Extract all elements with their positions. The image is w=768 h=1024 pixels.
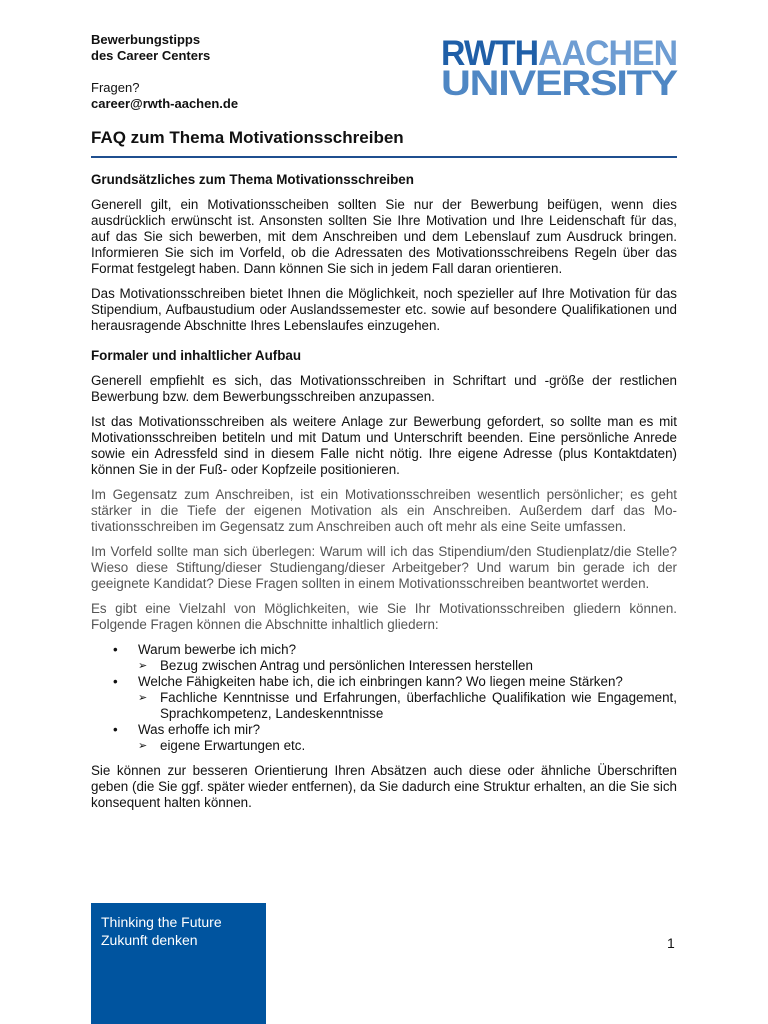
arrow-bullet-icon: ➢ — [138, 692, 148, 704]
arrow-bullet-icon: ➢ — [138, 660, 148, 672]
sub-list — [138, 738, 677, 754]
sub-list — [138, 690, 677, 722]
sub-list-item — [138, 658, 677, 674]
arrow-bullet-icon: ➢ — [138, 740, 148, 752]
sub-list-item-text: eigene Erwartungen etc. — [160, 738, 306, 753]
logo-aachen: AACHEN — [538, 34, 678, 73]
paragraph: Das Motivationsschreiben bietet Ihnen die Möglichkeit, noch spezieller auf Ihre Motivation für das Stipendium, Aufbaustudium oder Auslandssemester etc. sowie auf besondere Qualifikationen und herausragende Abschnitte Ihres Lebenslaufes einzugehen. — [91, 286, 677, 333]
paragraph: Es gibt eine Vielzahl von Möglichkeiten, wie Sie Ihr Motivationsschreiben gliedern können. Folgende Fragen können die Abschnitte inhaltlich gliedern: — [91, 601, 677, 632]
page-number: 1 — [667, 935, 675, 951]
bullet-icon: • — [113, 642, 118, 657]
section-heading-aufbau: Formaler und inhaltlicher Aufbau — [91, 348, 302, 363]
section-heading-grundsaetzliches: Grundsätzliches zum Thema Motivationsschreiben — [91, 172, 414, 187]
paragraph: Ist das Motivationsschreiben als weitere Anlage zur Bewerbung gefordert, so sollte man es mit Motivationsschreiben betiteln und mit Datum und Unterschrift beenden. Eine persönliche Anrede sowie ein Adressfeld sind in diesem Falle nicht nötig. Ihre eigene Adresse (plus Kontaktdaten) können Sie in der Fuß- oder Kopfzeile positionieren. — [91, 414, 677, 477]
paragraph: Generell empfiehlt es sich, das Motivationsschreiben in Schriftart und -größe der restlichen Bewerbung bzw. dem Bewerbungsschreiben anzupassen. — [91, 373, 677, 404]
list-item-question: Welche Fähigkeiten habe ich, die ich einbringen kann? Wo liegen meine Stärken? — [138, 674, 623, 689]
question-list — [91, 642, 677, 754]
header-question: Fragen? — [91, 80, 140, 95]
header-title-line2: des Career Centers — [91, 48, 211, 63]
paragraph: Generell gilt, ein Motivationsscheiben sollten Sie nur der Bewerbung beifügen, wenn dies ausdrücklich erwünscht ist. Ansonsten sollten Sie Ihre Motivation und Ihre Leidenschaft für das, auf das Sie sich bewerben, mit dem Anschreiben und dem Lebenslauf zum Ausdruck bringen. Informieren Sie sich im Vorfeld, ob die Adressaten des Motivationsschreibens Regeln über das Format festgelegt haben. Dann können Sie sich in jedem Fall daran orientieren. — [91, 197, 677, 276]
sub-list — [138, 658, 677, 674]
sub-list-item-text: Bezug zwischen Antrag und persönlichen Interessen herstellen — [160, 658, 533, 673]
slogan-german: Zukunft denken — [101, 932, 198, 948]
paragraph: Im Gegensatz zum Anschreiben, ist ein Motivationsschreiben wesentlich persönlicher; es geht stärker in die Tiefe der eigenen Motivation als ein Anschreiben. Außerdem darf das Motivationsschreiben im Gegensatz zum Anschreiben auch oft mehr als eine Seite umfassen. — [91, 487, 677, 534]
bullet-icon: • — [113, 674, 118, 689]
header-email-link[interactable]: career@rwth-aachen.de — [91, 96, 239, 111]
rwth-logo — [441, 34, 678, 103]
list-item — [91, 642, 677, 674]
slogan-english: Thinking the Future — [101, 914, 222, 930]
list-item — [91, 674, 677, 722]
footer-slogan-box — [91, 903, 266, 1024]
paragraph: Im Vorfeld sollte man sich überlegen: Warum will ich das Stipendium/den Studienplatz/die Stelle? Wieso diese Stiftung/dieser Studiengang/dieser Arbeitgeber? Und warum bin gerade ich der geeignete Kandidat? Diese Fragen sollten in einem Motivationsschreiben beantwortet werden. — [91, 544, 677, 591]
paragraph: Sie können zur besseren Orientierung Ihren Absätzen auch diese oder ähnliche Überschriften geben (die Sie ggf. später wieder entfernen), da Sie dadurch eine Struktur erhalten, an die Sie sich konsequent halten können. — [91, 763, 677, 810]
header-title-line1: Bewerbungstipps — [91, 32, 201, 47]
title-divider — [91, 156, 677, 158]
document-body — [91, 172, 677, 820]
bullet-icon: • — [113, 722, 118, 737]
list-item-question: Warum bewerbe ich mich? — [138, 642, 297, 657]
sub-list-item — [138, 738, 677, 754]
header-block — [91, 32, 238, 112]
list-item — [91, 722, 677, 754]
logo-university: UNIVERSITY — [441, 64, 678, 103]
page-title: FAQ zum Thema Motivationsschreiben — [91, 128, 404, 147]
logo-rwth: RWTH — [441, 34, 539, 73]
sub-list-item-text: Fachliche Kenntnisse und Erfahrungen, überfachliche Qualifikation wie Engagement, Sprachkompetenz, Landeskenntnisse — [160, 690, 677, 721]
sub-list-item — [138, 690, 677, 722]
list-item-question: Was erhoffe ich mir? — [138, 722, 261, 737]
